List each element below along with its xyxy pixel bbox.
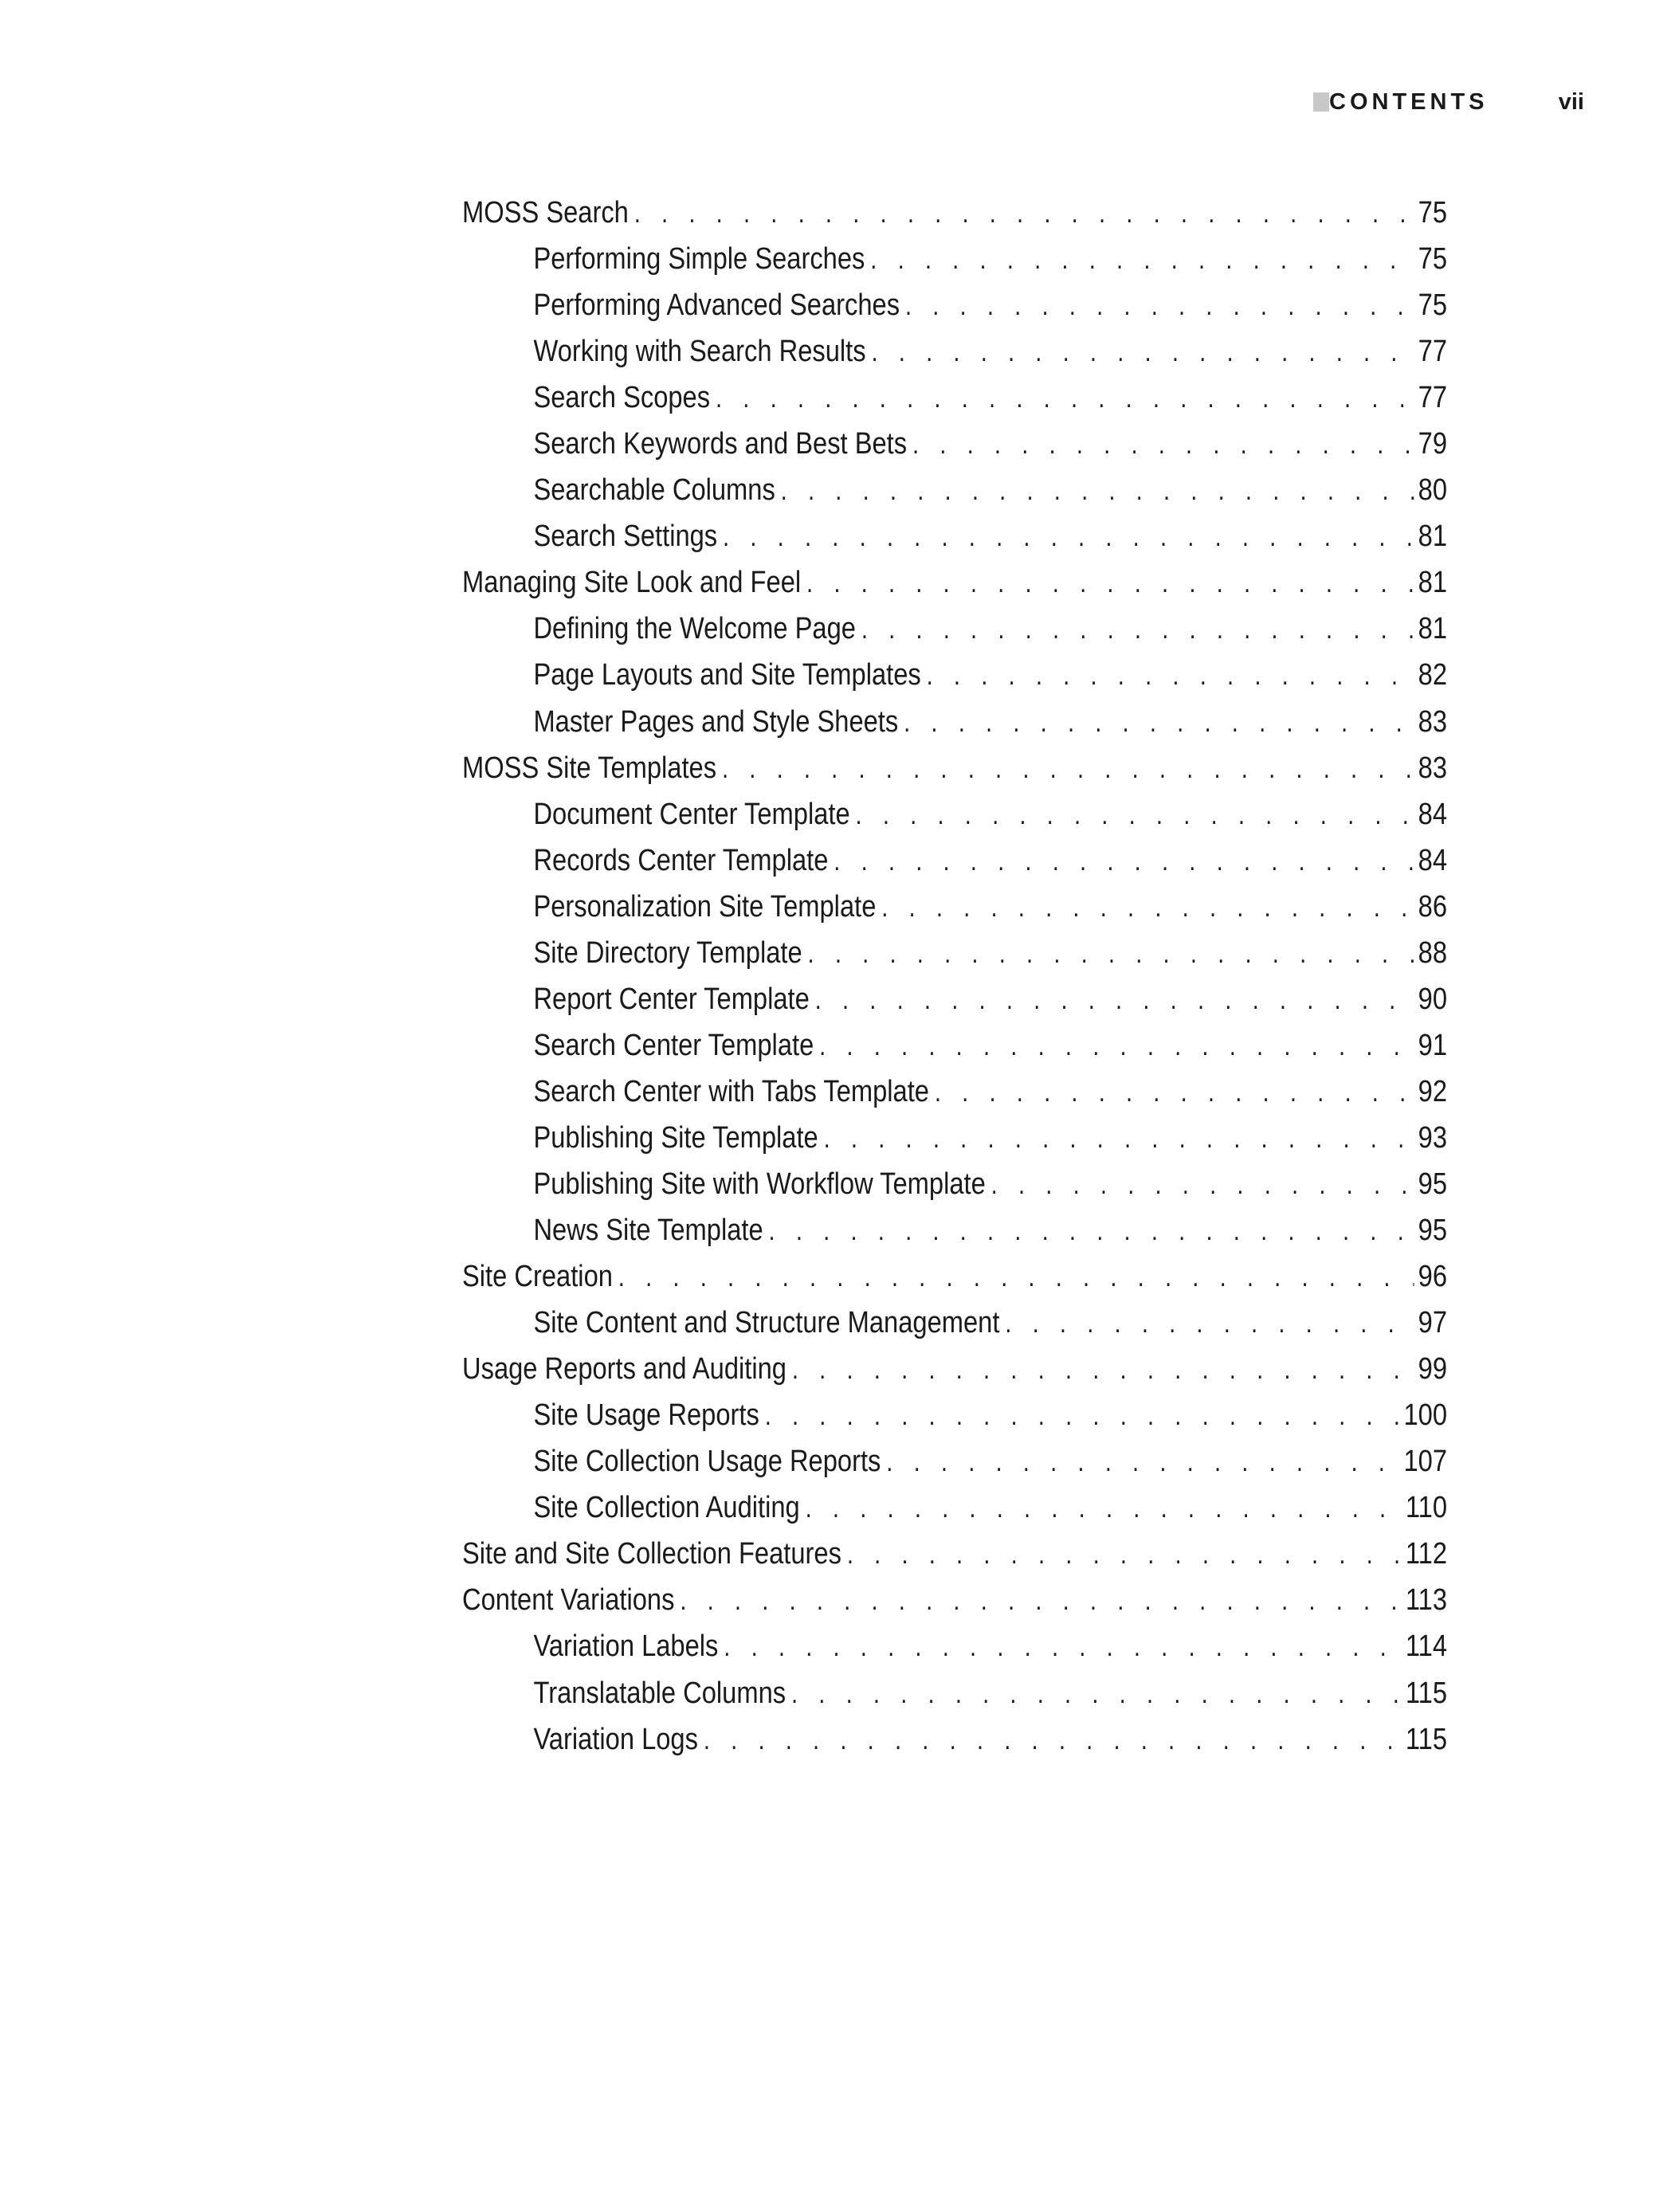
dot-leader: [870, 237, 1414, 283]
toc-entry-section[interactable]: [462, 190, 1447, 236]
toc-entry-page-number: 84: [1418, 797, 1448, 831]
dot-leader: [905, 283, 1414, 329]
dot-leader: [856, 792, 1414, 838]
toc-entry-title: Defining the Welcome Page: [533, 612, 856, 646]
toc-entry-page-number: 95: [1418, 1214, 1448, 1248]
toc-entry-title: Site Collection Auditing: [533, 1491, 800, 1525]
toc-entry-page-number: 75: [1418, 242, 1448, 276]
toc-entry-page-number: 113: [1405, 1583, 1448, 1618]
toc-entry-page-number: 86: [1418, 889, 1448, 924]
toc-entry-page-number: 100: [1403, 1398, 1448, 1433]
toc-entry-page-number: 84: [1418, 843, 1448, 877]
toc-entry-subsection[interactable]: [462, 1161, 1447, 1207]
toc-entry-subsection[interactable]: [462, 1022, 1447, 1069]
dot-leader: [834, 838, 1414, 884]
toc-entry-title: Search Scopes: [533, 381, 711, 415]
header-page-number: vii: [1558, 89, 1584, 115]
toc-entry-subsection[interactable]: [462, 328, 1447, 375]
toc-entry-page-number: 91: [1418, 1028, 1448, 1062]
toc-entry-subsection[interactable]: [462, 1115, 1447, 1161]
toc-entry-title: Site Content and Structure Management: [533, 1306, 1000, 1340]
toc-entry-page-number: 90: [1418, 982, 1448, 1016]
toc-entry-title: Site and Site Collection Features: [462, 1537, 841, 1571]
toc-entry-section[interactable]: [462, 1531, 1447, 1577]
toc-entry-subsection[interactable]: [462, 282, 1447, 328]
toc-entry-page-number: 81: [1418, 566, 1448, 600]
toc-entry-title: Report Center Template: [533, 982, 810, 1016]
toc-entry-page-number: 114: [1405, 1630, 1448, 1664]
dot-leader: [886, 1439, 1399, 1485]
dot-leader: [904, 700, 1414, 746]
toc-entry-title: Working with Search Results: [533, 335, 866, 369]
toc-entry-title: Managing Site Look and Feel: [462, 566, 802, 600]
toc-entry-title: Site Creation: [462, 1260, 613, 1294]
dot-leader: [819, 1023, 1414, 1069]
toc-entry-title: Usage Reports and Auditing: [462, 1352, 787, 1386]
toc-entry-title: Records Center Template: [533, 843, 829, 877]
dot-leader: [991, 1162, 1414, 1208]
toc-entry-section[interactable]: [462, 1577, 1447, 1623]
dot-leader: [806, 1485, 1402, 1532]
toc-entry-title: Translatable Columns: [533, 1676, 787, 1710]
toc-entry-title: Content Variations: [462, 1583, 675, 1618]
toc-entry-title: Performing Advanced Searches: [533, 288, 900, 323]
dot-leader: [723, 514, 1414, 560]
header-marker-block: [1313, 92, 1329, 112]
toc-entry-page-number: 96: [1418, 1260, 1448, 1294]
dot-leader: [912, 422, 1414, 468]
toc-entry-title: Page Layouts and Site Templates: [533, 658, 921, 692]
toc-entry-subsection[interactable]: [462, 976, 1447, 1022]
header-section-title: CONTENTS: [1329, 89, 1489, 115]
toc-entry-page-number: 83: [1418, 704, 1448, 739]
toc-entry-title: Variation Logs: [533, 1722, 698, 1756]
toc-entry-page-number: 93: [1418, 1120, 1448, 1155]
toc-entry-subsection[interactable]: [462, 1484, 1447, 1531]
toc-entry-subsection[interactable]: [462, 837, 1447, 884]
toc-entry-section[interactable]: [462, 745, 1447, 791]
dot-leader: [871, 329, 1414, 375]
toc-entry-title: Site Collection Usage Reports: [533, 1445, 881, 1479]
dot-leader: [634, 190, 1414, 237]
toc-entry-subsection[interactable]: [462, 236, 1447, 282]
toc-entry-subsection[interactable]: [462, 652, 1447, 698]
toc-entry-page-number: 110: [1405, 1491, 1448, 1525]
toc-entry-page-number: 88: [1418, 935, 1448, 970]
dot-leader: [765, 1393, 1400, 1439]
toc-entry-title: Publishing Site Template: [533, 1120, 818, 1155]
dot-leader: [781, 468, 1414, 514]
toc-entry-title: Search Keywords and Best Bets: [533, 427, 908, 461]
toc-entry-title: Performing Simple Searches: [533, 242, 865, 276]
toc-entry-subsection[interactable]: [462, 513, 1447, 559]
toc-entry-title: Personalization Site Template: [533, 889, 877, 924]
toc-entry-subsection[interactable]: [462, 375, 1447, 421]
toc-entry-title: Site Directory Template: [533, 935, 802, 970]
toc-entry-title: Publishing Site with Workflow Template: [533, 1167, 986, 1201]
dot-leader: [824, 1116, 1414, 1162]
toc-entry-page-number: 81: [1418, 520, 1448, 554]
toc-entry-title: Variation Labels: [533, 1630, 719, 1664]
toc-entry-subsection[interactable]: [462, 1069, 1447, 1115]
running-header: [1313, 86, 1584, 118]
toc-entry-page-number: 112: [1405, 1537, 1448, 1571]
dot-leader: [881, 884, 1414, 931]
toc-entry-page-number: 107: [1403, 1445, 1448, 1479]
toc-entry-page-number: 75: [1418, 288, 1448, 323]
toc-entry-title: Search Center with Tabs Template: [533, 1074, 929, 1108]
toc-entry-page-number: 115: [1405, 1676, 1448, 1710]
toc-entry-title: MOSS Search: [462, 196, 629, 229]
toc-entry-page-number: 115: [1405, 1722, 1448, 1756]
toc-entry-page-number: 92: [1418, 1074, 1448, 1108]
toc-entry-page-number: 77: [1418, 335, 1448, 369]
toc-entry-subsection[interactable]: [462, 791, 1447, 837]
dot-leader: [861, 606, 1414, 653]
dot-leader: [769, 1208, 1414, 1254]
toc-entry-subsection[interactable]: [462, 1392, 1447, 1438]
dot-leader: [808, 931, 1414, 977]
dot-leader: [716, 375, 1414, 422]
toc-entry-page-number: 99: [1418, 1352, 1448, 1386]
toc-entry-subsection[interactable]: [462, 1623, 1447, 1669]
toc-entry-section[interactable]: [462, 1253, 1447, 1300]
toc-entry-subsection[interactable]: [462, 1716, 1447, 1763]
toc-entry-subsection[interactable]: [462, 1438, 1447, 1484]
toc-entry-subsection[interactable]: [462, 1207, 1447, 1253]
toc-entry-page-number: 82: [1418, 658, 1448, 692]
toc-entry-title: Search Center Template: [533, 1028, 814, 1062]
dot-leader: [1005, 1300, 1414, 1347]
toc-entry-subsection[interactable]: [462, 884, 1447, 930]
dot-leader: [722, 746, 1414, 792]
dot-leader: [704, 1717, 1402, 1763]
toc-entry-title: MOSS Site Templates: [462, 751, 717, 785]
toc-entry-subsection[interactable]: [462, 606, 1447, 652]
toc-entry-title: Document Center Template: [533, 797, 850, 831]
dot-leader: [935, 1069, 1414, 1116]
toc-entry-title: Master Pages and Style Sheets: [533, 704, 899, 739]
toc-entry-page-number: 77: [1418, 381, 1448, 415]
dot-leader: [806, 560, 1414, 606]
toc-entry-page-number: 81: [1418, 612, 1448, 646]
toc-entry-page-number: 79: [1418, 427, 1448, 461]
toc-entry-section[interactable]: [462, 1346, 1447, 1392]
table-of-contents: [462, 190, 1447, 1763]
toc-entry-page-number: 97: [1418, 1306, 1448, 1340]
dot-leader: [815, 977, 1414, 1023]
dot-leader: [792, 1347, 1414, 1393]
dot-leader: [618, 1254, 1414, 1300]
toc-entry-subsection[interactable]: [462, 467, 1447, 513]
toc-entry-section[interactable]: [462, 559, 1447, 606]
toc-entry-subsection[interactable]: [462, 699, 1447, 745]
toc-entry-title: Search Settings: [533, 520, 718, 554]
dot-leader: [847, 1532, 1402, 1578]
toc-entry-page-number: 75: [1418, 196, 1448, 229]
dot-leader: [791, 1671, 1402, 1717]
dot-leader: [927, 653, 1414, 699]
dot-leader: [724, 1624, 1401, 1670]
toc-entry-title: Searchable Columns: [533, 473, 775, 508]
toc-entry-page-number: 95: [1418, 1167, 1448, 1201]
toc-entry-subsection[interactable]: [462, 421, 1447, 467]
dot-leader: [680, 1578, 1401, 1624]
toc-entry-title: Site Usage Reports: [533, 1398, 759, 1433]
toc-entry-subsection[interactable]: [462, 930, 1447, 976]
toc-entry-subsection[interactable]: [462, 1300, 1447, 1346]
toc-entry-subsection[interactable]: [462, 1670, 1447, 1716]
toc-entry-title: News Site Template: [533, 1214, 763, 1248]
toc-entry-page-number: 83: [1418, 751, 1448, 785]
toc-entry-page-number: 80: [1418, 473, 1448, 508]
